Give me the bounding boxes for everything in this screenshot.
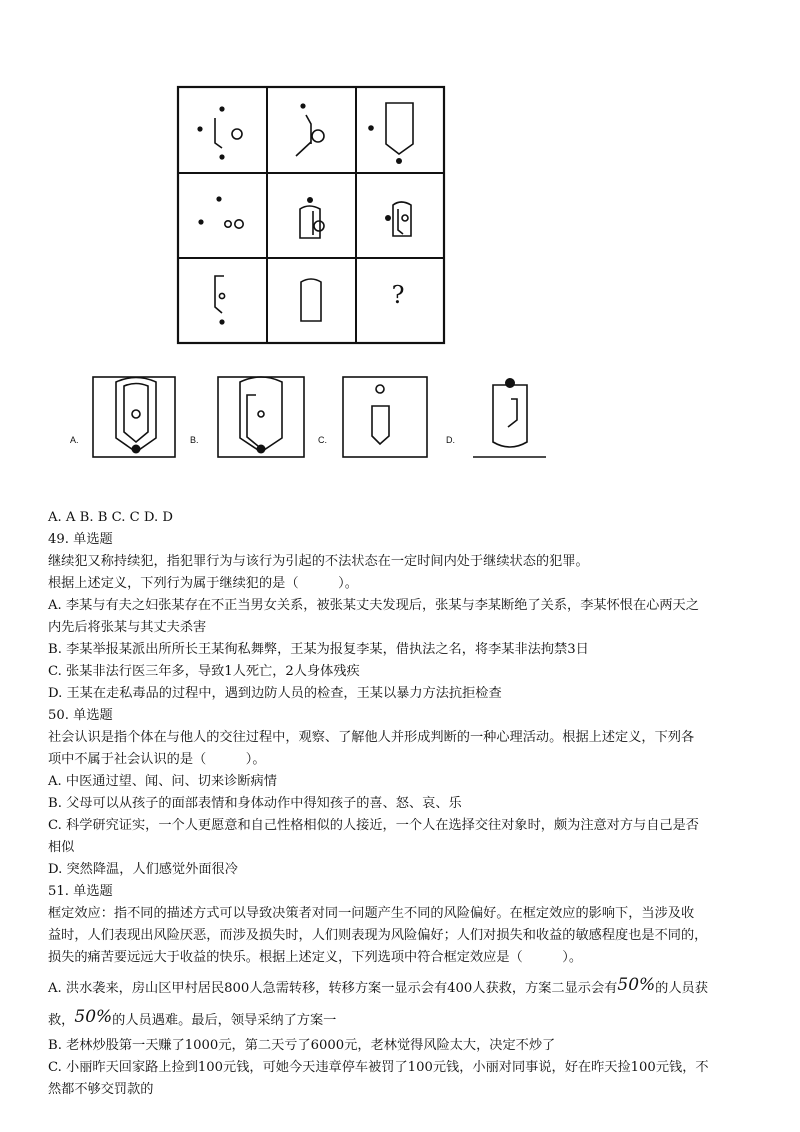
q50-option-b: B. 父母可以从孩子的面部表情和身体动作中得知孩子的喜、怒、哀、乐 — [48, 796, 462, 811]
option-c-figure — [343, 377, 427, 457]
q51-option-a-line1 — [48, 971, 760, 1003]
q50-definition-line2: 项中不属于社会认识的是（ ）。 — [48, 752, 266, 767]
cell-1-1 — [197, 106, 242, 159]
q51-option-c-line2: 然都不够交罚款的 — [48, 1082, 154, 1097]
q49-definition: 继续犯又称持续犯，指犯罪行为与该行为引起的不法状态在一定时间内处于继续状态的犯罪。 — [48, 554, 589, 569]
q50-option-c-line1: C. 科学研究证实，一个人更愿意和自己性格相似的人接近，一个人在选择交往对象时，颇为注意对方与自己是否 — [48, 818, 699, 833]
option-c-label: C. — [318, 435, 327, 445]
q50-option-d: D. 突然降温，人们感觉外面很冷 — [48, 862, 238, 877]
cell-2-2 — [300, 197, 324, 238]
cell-2-1 — [198, 196, 243, 228]
option-b-label: B. — [190, 435, 199, 445]
q50-option-a: A. 中医通过望、闻、问、切来诊断病情 — [48, 774, 277, 789]
q51-percent-1: 50% — [617, 975, 656, 995]
option-d-figure — [473, 378, 546, 457]
q50-number: 50. 单选题 — [48, 708, 113, 723]
q51-option-a2-post: 的人员遇难。最后，领导采纳了方案一 — [112, 1013, 337, 1028]
option-a-figure — [93, 377, 175, 457]
option-a-label: A. — [70, 435, 79, 445]
cell-2-3 — [385, 202, 411, 236]
q49-option-d: D. 王某在走私毒品的过程中，遇到边防人员的检查，王某以暴力方法抗拒检查 — [48, 686, 502, 701]
q51-option-c-line1: C. 小丽昨天回家路上捡到100元钱，可她今天违章停车被罚了100元钱，小丽对同事说，好在昨天捡100元钱，不 — [48, 1060, 709, 1075]
question-text-block — [48, 507, 760, 1101]
q49-option-c: C. 张某非法行医三年多，导致1人死亡，2人身体残疾 — [48, 664, 360, 679]
q51-definition-line2: 益时，人们表现出风险厌恶，而涉及损失时，人们则表现为风险偏好；人们对损失和收益的敏感程度也是不同的， — [48, 928, 708, 943]
q51-option-a-line2 — [48, 1003, 760, 1035]
q49-option-a-line2: 内先后将张某与其丈夫杀害 — [48, 620, 207, 635]
answer-choices-line: A. A B. B C. C D. D — [48, 510, 173, 525]
q49-number: 49. 单选题 — [48, 532, 113, 547]
q49-prompt: 根据上述定义，下列行为属于继续犯的是（ ）。 — [48, 576, 358, 591]
question-mark: ? — [391, 281, 405, 309]
q51-percent-2: 50% — [74, 1007, 113, 1027]
cell-3-2 — [301, 279, 321, 321]
option-b-figure — [218, 377, 304, 457]
cell-3-1 — [215, 276, 225, 325]
q51-option-a2-pre: 救， — [48, 1013, 75, 1028]
q51-option-a-text-pre: A. 洪水袭来，房山区甲村居民800人急需转移，转移方案一显示会有400人获救，方案二显示会有 — [48, 981, 618, 996]
q50-option-c-line2: 相似 — [48, 840, 75, 855]
q49-option-a-line1: A. 李某与有夫之妇张某存在不正当男女关系，被张某丈夫发现后，张某与李某断绝了关系，李某怀恨在心两天之 — [48, 598, 699, 613]
figure-puzzle — [0, 0, 800, 500]
q49-option-b: B. 李某举报某派出所所长王某徇私舞弊，王某为报复李某，借执法之名，将李某非法拘禁3日 — [48, 642, 589, 657]
q51-definition-line3: 损失的痛苦要远远大于收益的快乐。根据上述定义，下列选项中符合框定效应是（ ）。 — [48, 950, 583, 965]
q51-number: 51. 单选题 — [48, 884, 113, 899]
option-d-label: D. — [446, 435, 455, 445]
cell-1-3 — [368, 103, 413, 164]
q50-definition-line1: 社会认识是指个体在与他人的交往过程中，观察、了解他人并形成判断的一种心理活动。根据上述定义，下列各 — [48, 730, 695, 745]
q51-option-a-text-post: 的人员获 — [655, 981, 708, 996]
q51-option-b: B. 老林炒股第一天赚了1000元，第二天亏了6000元，老林觉得风险太大，决定不炒了 — [48, 1038, 556, 1053]
cell-1-2 — [296, 103, 324, 156]
q51-definition-line1: 框定效应：指不同的描述方式可以导致决策者对同一问题产生不同的风险偏好。在框定效应的影响下，当涉及收 — [48, 906, 695, 921]
